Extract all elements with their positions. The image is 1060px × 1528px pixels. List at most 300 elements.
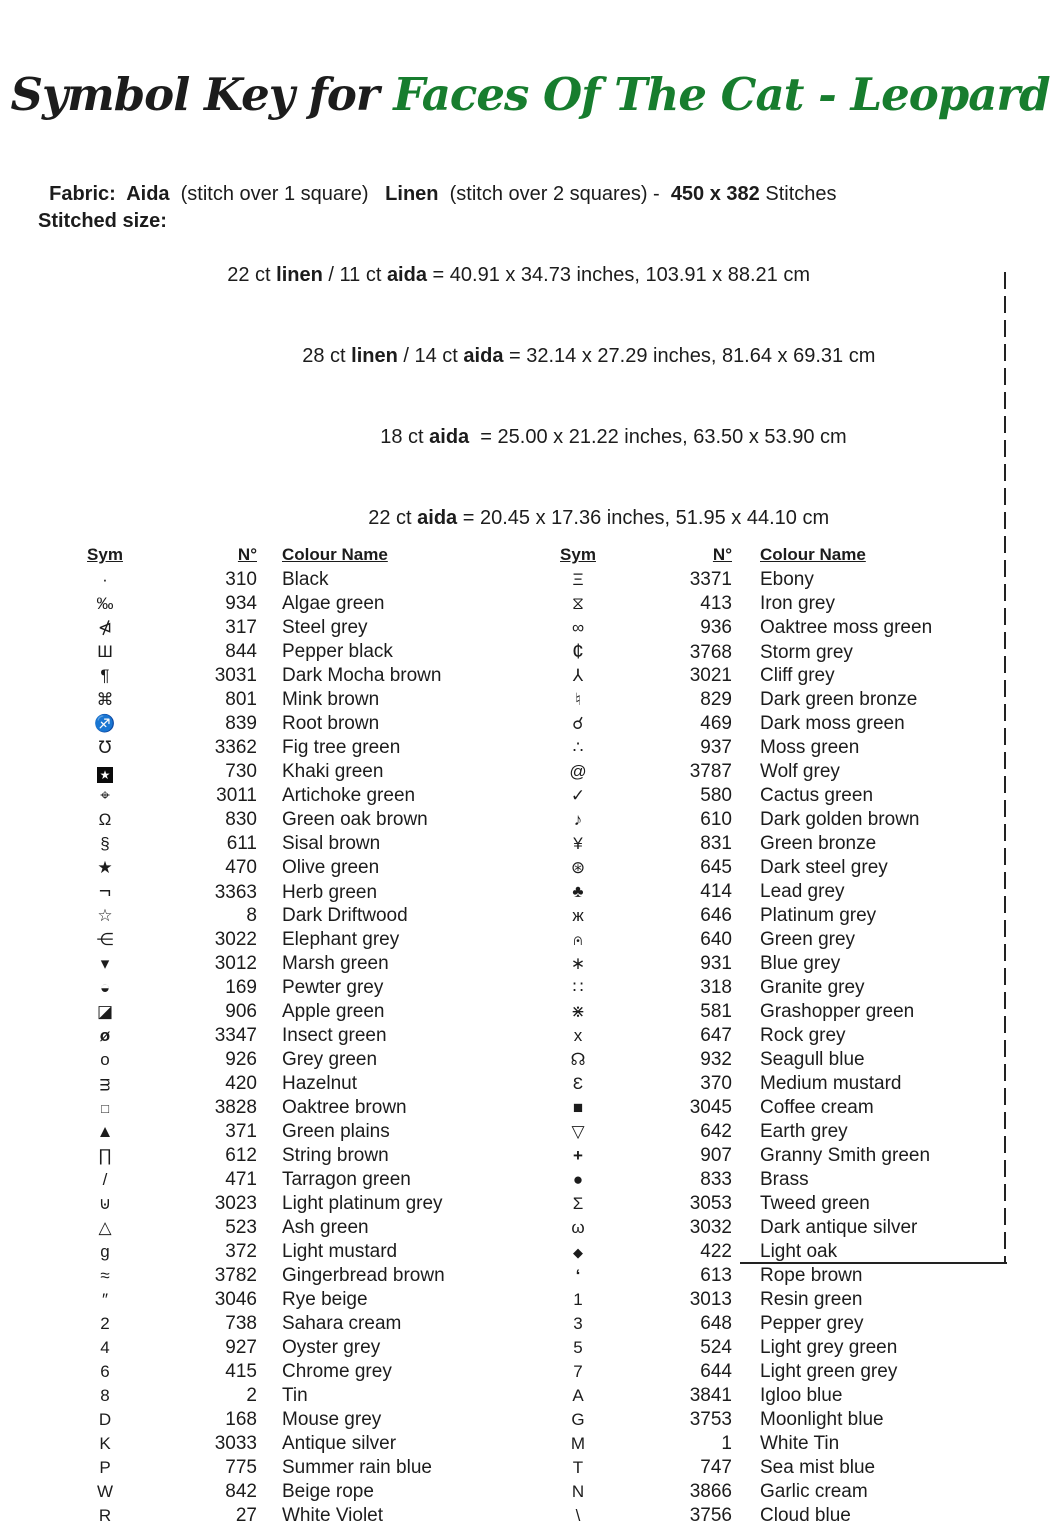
number-cell: 420 (225, 1073, 257, 1094)
number-cell: 648 (700, 1313, 732, 1334)
stitch-symbol: ⊛ (570, 858, 586, 877)
colour-name-cell: String brown (282, 1145, 389, 1166)
colour-name-cell: Tarragon green (282, 1169, 411, 1190)
number-cell: 471 (225, 1169, 257, 1190)
header-colour-name: Colour Name (760, 545, 866, 564)
number-cell: 581 (700, 1001, 732, 1022)
table-row (80, 1312, 553, 1336)
symbol-cell (80, 760, 130, 784)
colour-name-cell: Root brown (282, 713, 380, 734)
stitch-symbol: ∩ • (572, 928, 584, 952)
symbol-cell (80, 1024, 130, 1048)
colour-name-cell: Storm grey (760, 642, 853, 663)
stitch-symbol: ◪ (96, 1002, 114, 1021)
stitch-symbol: W (96, 1482, 114, 1501)
symbol-cell (80, 1144, 130, 1168)
stitch-symbol: ω (571, 1218, 585, 1237)
table-rows (80, 568, 553, 1528)
number-cell: 613 (700, 1265, 732, 1286)
table-row (80, 904, 553, 928)
colour-name-cell: Gingerbread brown (282, 1265, 445, 1286)
symbol-cell (80, 976, 130, 1000)
table-row (80, 1384, 553, 1408)
symbol-cell (553, 904, 603, 928)
symbol-cell (80, 736, 130, 760)
number-cell: 3362 (214, 737, 257, 758)
page-title (0, 0, 1060, 121)
number-cell: 831 (700, 833, 732, 854)
stitch-symbol: ● (572, 1170, 584, 1189)
colour-name-cell: Tin (282, 1385, 308, 1406)
table-row (80, 1168, 553, 1192)
header-sym: Sym (560, 545, 596, 564)
stitch-symbol: ☆ (97, 906, 113, 925)
number-cell: 3347 (214, 1025, 257, 1046)
stitch-symbol: ♪ (573, 810, 583, 829)
symbol-cell (553, 1336, 603, 1360)
symbol-cell (553, 832, 603, 856)
colour-name-cell: Green grey (760, 929, 856, 950)
stitch-symbol: ▽ (571, 1122, 585, 1141)
colour-name-cell: Pepper black (282, 641, 393, 662)
number-cell: 738 (225, 1313, 257, 1334)
colour-name-cell: Green plains (282, 1121, 390, 1142)
stitch-symbol: ∷ (572, 978, 584, 997)
symbol-cell (80, 664, 130, 688)
table-row (553, 1288, 1005, 1312)
table-row (553, 1456, 1005, 1480)
table-row (80, 1408, 553, 1432)
table-row (553, 1000, 1005, 1024)
colour-name-cell: Grey green (282, 1049, 378, 1070)
colour-name-cell: Herb green (282, 882, 378, 903)
colour-name-cell: Chrome grey (282, 1361, 392, 1382)
stitched-size-line (358, 370, 1060, 451)
stitch-symbol: 7 (573, 1362, 583, 1381)
number-cell: 524 (700, 1337, 732, 1358)
table-row (553, 712, 1005, 736)
stitch-symbol: ♐ (94, 714, 116, 733)
header-number: N° (237, 545, 257, 564)
number-cell: 931 (700, 953, 732, 974)
colour-name-cell: Iron grey (760, 593, 835, 614)
colour-name-cell: Dark moss green (760, 713, 905, 734)
colour-name-cell: Moonlight blue (760, 1409, 884, 1430)
stitch-symbol: ■ (572, 1098, 584, 1117)
stitch-symbol: ◆ (573, 1245, 583, 1260)
colour-name-cell: Light grey green (760, 1337, 898, 1358)
table-row (80, 1000, 553, 1024)
table-row (553, 1192, 1005, 1216)
stitched-segment: 22 ct (227, 264, 277, 286)
symbol-cell (553, 1240, 603, 1265)
stitch-symbol: ¬ (98, 880, 112, 903)
stitch-symbol: § (100, 834, 110, 853)
symbol-cell (553, 784, 603, 808)
table-row (553, 736, 1005, 760)
table-header-row (80, 544, 553, 566)
table-row (80, 640, 553, 664)
bottom-border-line (740, 1262, 1007, 1264)
colour-name-cell: Ash green (282, 1217, 369, 1238)
fabric-segment: 450 x 382 (670, 183, 760, 205)
symbol-cell (80, 1072, 130, 1096)
number-cell: 372 (225, 1241, 257, 1262)
stitch-symbol: ″ (101, 1290, 109, 1309)
header-colour-name: Colour Name (282, 545, 388, 564)
fabric-segment: (stitch over 2 squares) - (438, 183, 671, 205)
number-cell: 3756 (689, 1505, 732, 1526)
stitch-symbol: ∞ (571, 618, 585, 637)
stitch-symbol: T (572, 1458, 584, 1477)
stitched-segment: = 20.45 x 17.36 inches, 51.95 x 44.10 cm (457, 507, 830, 529)
number-cell: 642 (700, 1121, 732, 1142)
symbol-cell (80, 808, 130, 832)
number-cell: 3371 (689, 569, 732, 590)
colour-name-cell: Mouse grey (282, 1409, 382, 1430)
table-row (553, 856, 1005, 880)
number-cell: 415 (225, 1361, 257, 1382)
number-cell: 610 (700, 809, 732, 830)
colour-name-cell: Cloud blue (760, 1505, 851, 1526)
number-cell: 906 (225, 1001, 257, 1022)
number-cell: 3782 (214, 1265, 257, 1286)
number-cell: 907 (700, 1145, 732, 1166)
stitch-symbol: ✓ (570, 786, 586, 805)
symbol-cell (80, 784, 130, 808)
stitch-symbol: R (98, 1506, 112, 1525)
symbol-cell (553, 808, 603, 832)
symbol-cell (553, 1456, 603, 1480)
stitch-symbol: / (102, 1170, 108, 1189)
table-row (80, 1336, 553, 1360)
symbol-cell (553, 952, 603, 976)
stitch-symbol: ⌖ (100, 786, 110, 805)
stitched-segment: aida (429, 426, 470, 448)
table-row (80, 1264, 553, 1288)
stitch-symbol: ♮ (574, 690, 582, 709)
number-cell: 8 (246, 905, 257, 926)
fabric-segment: Linen (385, 183, 439, 205)
stitched-segment: / 14 ct (397, 345, 464, 367)
title-prefix: Symbol Key for (10, 68, 394, 121)
stitch-symbol: \ (575, 1506, 581, 1525)
number-cell: 3866 (689, 1481, 732, 1502)
stitched-size-label: Stitched size: (38, 210, 167, 232)
symbol-cell (553, 1024, 603, 1048)
table-row (80, 1288, 553, 1312)
table-row (80, 808, 553, 832)
stitched-segment: = 40.91 x 34.73 inches, 103.91 x 88.21 cm (426, 264, 811, 286)
table-row (553, 1216, 1005, 1240)
symbol-cell (553, 1288, 603, 1312)
stitch-symbol: + (573, 1146, 583, 1165)
stitched-segment: = 25.00 x 21.22 inches, 63.50 x 53.90 cm (469, 426, 847, 448)
colour-name-cell: Oaktree brown (282, 1097, 407, 1118)
stitch-symbol: ℧ (98, 738, 112, 757)
colour-name-cell: Light mustard (282, 1241, 398, 1262)
number-cell: 646 (700, 905, 732, 926)
colour-name-cell: Light green grey (760, 1361, 898, 1382)
colour-name-cell: Cactus green (760, 785, 874, 806)
stitched-segment: 22 ct (368, 507, 418, 529)
symbol-cell (553, 1480, 603, 1504)
stitch-symbol: ∗ (570, 954, 586, 973)
table-row (80, 592, 553, 616)
symbol-cell (80, 1048, 130, 1072)
table-row (553, 1096, 1005, 1120)
colour-name-cell: Seagull blue (760, 1049, 865, 1070)
table-row (553, 1264, 1005, 1288)
colour-name-cell: Cliff grey (760, 665, 835, 686)
symbol-cell (553, 760, 603, 784)
number-cell: 833 (700, 1169, 732, 1190)
colour-name-cell: Mink brown (282, 689, 380, 710)
table-row (80, 664, 553, 688)
stitch-symbol: Ɛ (572, 1074, 584, 1093)
symbol-cell (553, 664, 603, 688)
stitch-symbol: Ω (98, 810, 112, 829)
number-cell: 830 (225, 809, 257, 830)
symbol-cell (553, 1216, 603, 1240)
number-cell: 3022 (214, 929, 257, 950)
colour-name-cell: Rock grey (760, 1025, 846, 1046)
colour-name-cell: White Violet (282, 1505, 384, 1526)
number-cell: 422 (700, 1241, 732, 1262)
number-cell: 168 (225, 1409, 257, 1430)
number-cell: 3045 (689, 1097, 732, 1118)
number-cell: 414 (700, 881, 732, 902)
number-cell: 370 (700, 1073, 732, 1094)
stitch-symbol: 2 (100, 1314, 110, 1333)
number-cell: 3363 (214, 882, 257, 903)
symbol-cell (553, 1096, 603, 1120)
table-row (553, 1312, 1005, 1336)
number-cell: 645 (700, 857, 732, 878)
symbol-tables (0, 544, 1060, 1528)
table-row (553, 1048, 1005, 1072)
stitch-symbol: @ (569, 762, 587, 781)
stitch-symbol: x (573, 1026, 583, 1045)
table-row (553, 1336, 1005, 1360)
table-row (553, 592, 1005, 616)
number-cell: 775 (225, 1457, 257, 1478)
table-row (553, 664, 1005, 688)
table-row (553, 1024, 1005, 1048)
colour-name-cell: Dark Mocha brown (282, 665, 442, 686)
symbol-table-left (80, 544, 553, 1528)
stitched-size-line (280, 289, 1060, 370)
symbol-cell (553, 1384, 603, 1408)
number-cell: 3768 (689, 642, 732, 663)
stitch-symbol: ☌ (572, 714, 584, 733)
colour-name-cell: Dark golden brown (760, 809, 920, 830)
number-cell: 3753 (689, 1409, 732, 1430)
stitch-symbol: △ (98, 1218, 112, 1237)
stitch-symbol: ⋇ (570, 1002, 586, 1021)
symbol-cell (80, 1480, 130, 1504)
number-cell: 3053 (689, 1193, 732, 1214)
number-cell: 926 (225, 1049, 257, 1070)
number-cell: 612 (225, 1145, 257, 1166)
table-row (80, 1504, 553, 1528)
table-row (553, 952, 1005, 976)
colour-name-cell: Sahara cream (282, 1313, 402, 1334)
stitched-segment: / 11 ct (322, 264, 387, 286)
stitch-symbol: g (100, 1242, 110, 1261)
colour-name-cell: Pewter grey (282, 977, 384, 998)
stitch-symbol: M (570, 1434, 586, 1453)
symbol-cell (80, 1264, 130, 1288)
symbol-cell (80, 904, 130, 928)
stitch-symbol: ∏ (98, 1146, 112, 1165)
colour-name-cell: Sisal brown (282, 833, 381, 854)
stitched-segment: aida (417, 507, 458, 529)
number-cell: 3033 (214, 1433, 257, 1454)
table-row (80, 1432, 553, 1456)
table-row (80, 1024, 553, 1048)
number-cell: 3021 (689, 665, 732, 686)
table-row (553, 616, 1005, 640)
number-cell: 3841 (689, 1385, 732, 1406)
number-cell: 3013 (689, 1289, 732, 1310)
number-cell: 936 (700, 617, 732, 638)
colour-name-cell: Oaktree moss green (760, 617, 933, 638)
fabric-segment: Stitches (759, 183, 837, 205)
number-cell: 27 (235, 1505, 257, 1526)
number-cell: 580 (700, 785, 732, 806)
symbol-cell (553, 592, 603, 616)
number-cell: 469 (700, 713, 732, 734)
table-row (80, 1456, 553, 1480)
symbol-cell (80, 1288, 130, 1312)
symbol-cell (80, 640, 130, 664)
symbol-cell (80, 952, 130, 976)
stitch-symbol: G (571, 1410, 585, 1429)
symbol-cell (553, 736, 603, 760)
colour-name-cell: Platinum grey (760, 905, 877, 926)
colour-name-cell: Algae green (282, 593, 385, 614)
stitch-symbol: ø (99, 1026, 111, 1045)
symbol-cell (553, 1264, 603, 1288)
title-pattern-name: Faces Of The Cat - Leopard (393, 68, 1050, 121)
symbol-cell (553, 928, 603, 952)
right-border-dashed-line (1004, 272, 1006, 1264)
colour-name-cell: Garlic cream (760, 1481, 868, 1502)
number-cell: 310 (225, 569, 257, 590)
symbol-cell (553, 712, 603, 736)
symbol-cell (80, 1360, 130, 1384)
stitch-symbol: ∴ (572, 738, 584, 757)
symbol-cell (553, 640, 603, 665)
stitch-symbol: 3 (573, 1314, 583, 1333)
table-row (80, 1072, 553, 1096)
table-row (80, 688, 553, 712)
number-cell: 3012 (214, 953, 257, 974)
colour-name-cell: Light oak (760, 1241, 838, 1262)
table-row (553, 832, 1005, 856)
symbol-cell (80, 1216, 130, 1240)
symbol-cell (553, 616, 603, 640)
stitch-symbol: K (99, 1434, 111, 1453)
number-cell: 3046 (214, 1289, 257, 1310)
stitch-symbol: ▾ (100, 954, 110, 973)
symbol-cell (80, 1000, 130, 1024)
number-cell: 371 (225, 1121, 257, 1142)
stitch-symbol: ⋪ (97, 618, 113, 637)
number-cell: 927 (225, 1337, 257, 1358)
table-row (553, 904, 1005, 928)
symbol-cell (80, 856, 130, 880)
colour-name-cell: Light platinum grey (282, 1193, 443, 1214)
stitch-symbol: A (572, 1386, 584, 1405)
stitch-symbol: P (99, 1458, 111, 1477)
table-row (80, 1240, 553, 1264)
colour-name-cell: Granny Smith green (760, 1145, 931, 1166)
symbol-cell (553, 976, 603, 1000)
stitch-symbol: 8 (100, 1386, 110, 1405)
table-row (80, 832, 553, 856)
number-cell: 3032 (689, 1217, 732, 1238)
table-row (553, 808, 1005, 832)
stitch-symbol: ≈ (100, 1266, 110, 1285)
symbol-cell (553, 1168, 603, 1192)
colour-name-cell: Dark antique silver (760, 1217, 918, 1238)
number-cell: 317 (225, 617, 257, 638)
table-row (553, 640, 1005, 664)
table-rows (553, 568, 1005, 1528)
symbol-cell (553, 1360, 603, 1384)
symbol-cell (80, 928, 130, 952)
colour-name-cell: Hazelnut (282, 1073, 357, 1094)
symbol-cell (553, 1072, 603, 1096)
number-cell: 730 (225, 761, 257, 782)
stitched-size-line (205, 208, 1060, 289)
colour-name-cell: Dark steel grey (760, 857, 888, 878)
colour-name-cell: Sea mist blue (760, 1457, 876, 1478)
symbol-cell (80, 688, 130, 712)
stitch-symbol: ▲ (96, 1122, 114, 1141)
table-row (553, 976, 1005, 1000)
symbol-cell (80, 592, 130, 616)
symbol-cell (80, 1096, 130, 1121)
symbol-cell (553, 880, 603, 904)
stitched-size-line (346, 451, 1060, 532)
stitch-symbol: D (98, 1410, 112, 1429)
symbol-cell (553, 856, 603, 880)
colour-name-cell: Earth grey (760, 1121, 848, 1142)
symbol-cell (80, 712, 130, 736)
colour-name-cell: Moss green (760, 737, 860, 758)
number-cell: 747 (700, 1457, 732, 1478)
table-row (553, 760, 1005, 784)
colour-name-cell: Brass (760, 1169, 809, 1190)
symbol-cell (80, 1120, 130, 1144)
stitch-symbol: N (571, 1482, 585, 1501)
table-row (553, 1408, 1005, 1432)
stitch-symbol: □ (101, 1101, 109, 1116)
stitch-symbol: ¥ (573, 834, 583, 853)
symbol-cell (553, 1144, 603, 1168)
number-cell: 932 (700, 1049, 732, 1070)
colour-name-cell: Blue grey (760, 953, 841, 974)
colour-name-cell: Elephant grey (282, 929, 400, 950)
number-cell: 829 (700, 689, 732, 710)
number-cell: 3787 (689, 761, 732, 782)
colour-name-cell: Rye beige (282, 1289, 368, 1310)
number-cell: 470 (225, 857, 257, 878)
table-row (553, 568, 1005, 592)
